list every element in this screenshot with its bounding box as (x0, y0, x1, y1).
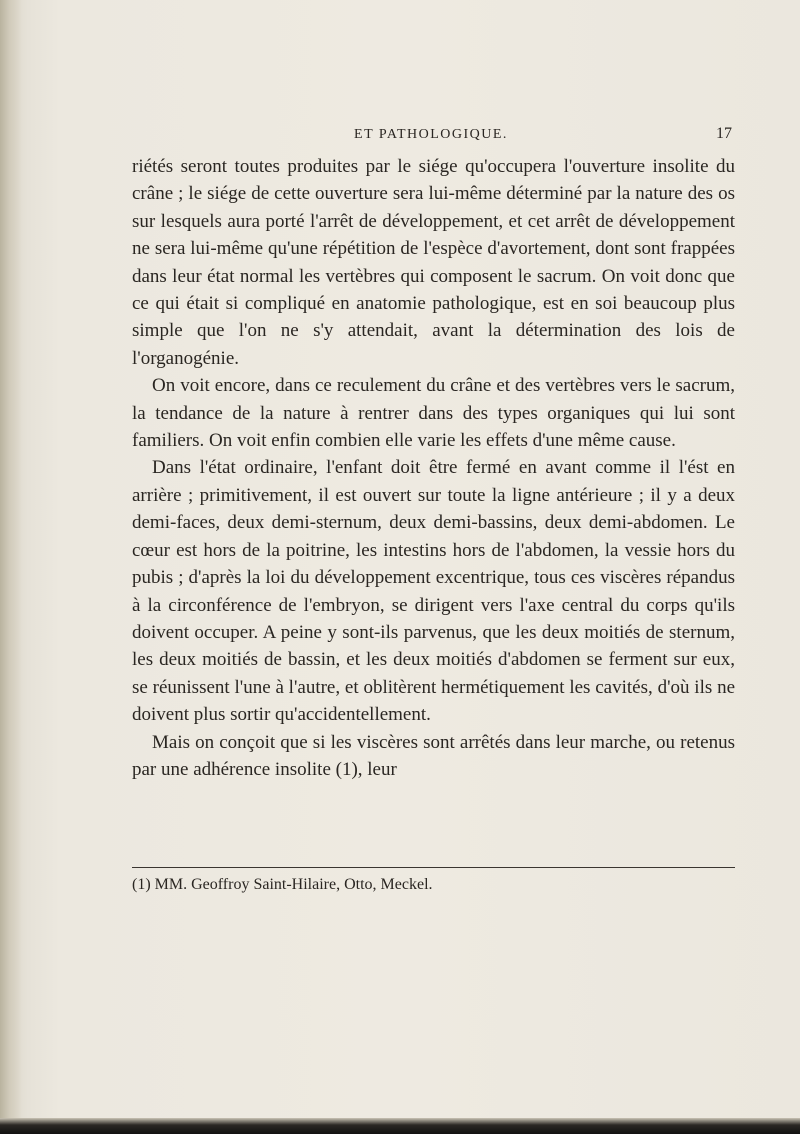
page-number: 17 (716, 125, 732, 142)
running-title: ET PATHOLOGIQUE. (354, 127, 508, 142)
running-head (120, 127, 740, 151)
paragraph-continuation: riétés seront toutes produites par le siége qu'occupera l'ouverture insolite du crâne ; le siége de cette ouverture sera lui-même déterminé par la nature des os sur lesquels aura porté l'arrêt de développement, et cet arrêt de développement ne sera lui-même qu'une répétition de l'espèce d'avortement, dont sont frappées dans leur état normal les vertèbres qui composent le sacrum. On voit donc que ce qui était si compliqué en anatomie pathologique, est en soi beaucoup plus simple que l'on ne s'y attendait, avant la détermination des lois de l'organogénie. (132, 156, 735, 369)
paragraph-visceres: Mais on conçoit que si les viscères sont arrêtés dans leur marche, ou retenus par une adhérence insolite (1), leur (132, 731, 735, 780)
body-text (132, 153, 735, 783)
page-bottom-edge (0, 1118, 800, 1134)
footnote: (1) MM. Geoffroy Saint-Hilaire, Otto, Meckel. (132, 876, 433, 893)
spine-shadow (0, 0, 22, 1134)
paragraph-reculement: On voit encore, dans ce reculement du crâne et des vertèbres vers le sacrum, la tendance de la nature à rentrer dans des types organiques qui lui sont familiers. On voit enfin combien elle varie les effets d'une même cause. (132, 375, 735, 452)
paragraph-etat-ordinaire: Dans l'état ordinaire, l'enfant doit être fermé en avant comme il l'ést en arrière ; primitivement, il est ouvert sur toute la ligne antérieure ; il y a deux demi-faces, deux demi-sternum, deux demi-bassins, deux demi-abdomen. Le cœur est hors de la poitrine, les intestins hors de l'abdomen, la vessie hors du pubis ; d'après la loi du développement excentrique, tous ces viscères répandus à la circonférence de l'embryon, se dirigent vers l'axe central du corps qu'ils doivent occuper. A peine y sont-ils parvenus, que les deux moitiés de sternum, les deux moitiés de bassin, et les deux moitiés d'abdomen se ferment sur eux, se réunissent l'une à l'autre, et oblitèrent hermétiquement les cavités, d'où ils ne doivent plus sortir qu'accidentellement. (132, 457, 735, 726)
footnote-rule (132, 867, 735, 868)
